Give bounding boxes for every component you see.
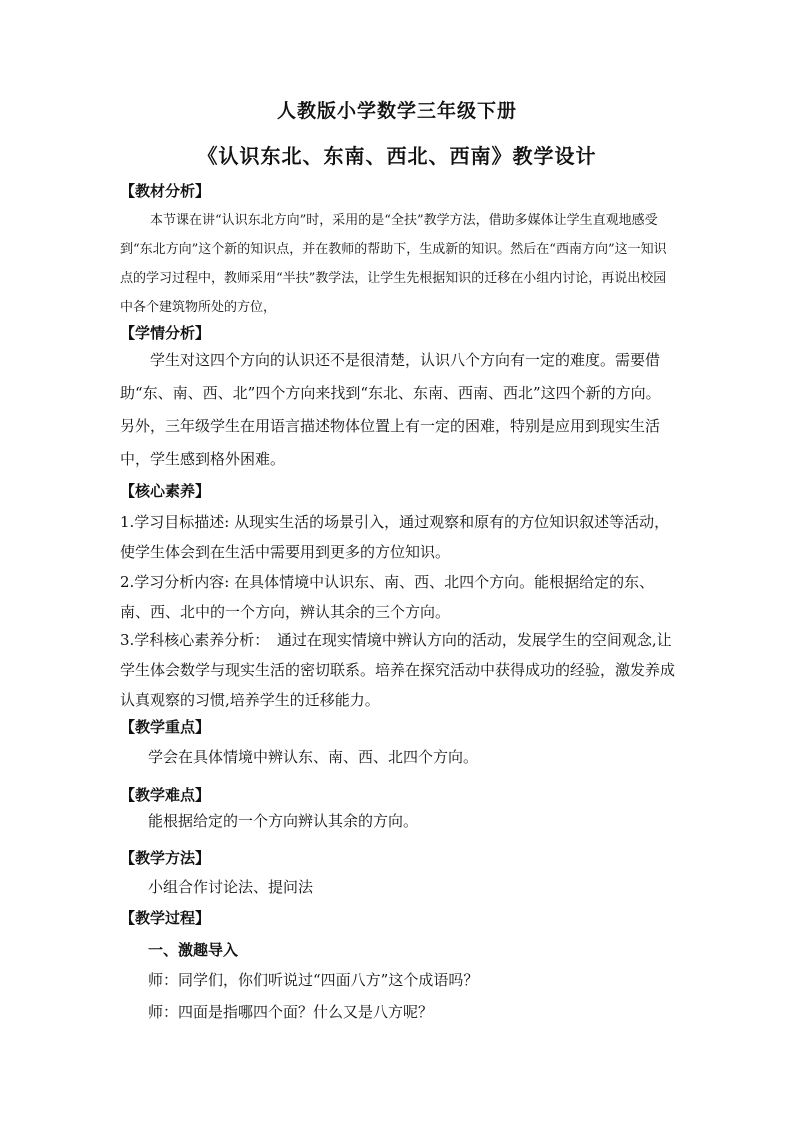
heading-teaching-methods: 【教学方法】: [120, 849, 211, 867]
subheading-introduction: 一、激趣导入: [148, 941, 239, 959]
literacy-item-1: 1.学习目标描述: 从现实生活的场景引入，通过观察和原有的方位知识叙述等活动，使学生体会到在生活中需要用到更多的方位知识。: [120, 513, 670, 561]
text-difficulties: 能根据给定的一个方向辨认其余的方向。: [148, 812, 419, 830]
heading-student-analysis: 【学情分析】: [120, 324, 211, 342]
text-key-points: 学会在具体情境中辨认东、南、西、北四个方向。: [148, 748, 479, 766]
heading-material-analysis: 【教材分析】: [120, 182, 211, 200]
paragraph-material-analysis: 本节课在讲“认识东北方向”时，采用的是“全扶”教学方法，借助多媒体让学生直观地感受到“东北方向”这个新的知识点，并在教师的帮助下，生成新的知识。然后在“西南方向”这一知识点的学习过程中，教师采用“半扶”教学法，让学生先根据知识的迁移在小组内讨论，再说出校园中各个建筑物所处的方位，: [120, 213, 667, 315]
heading-teaching-process: 【教学过程】: [120, 909, 211, 927]
heading-difficulties: 【教学难点】: [120, 786, 211, 804]
process-line-1: 师：同学们，你们听说过“四面八方”这个成语吗？: [148, 971, 479, 989]
document-title: 人教版小学数学三年级下册: [276, 100, 517, 122]
process-line-2: 师：四面是指哪四个面？什么又是八方呢？: [148, 1003, 434, 1021]
literacy-item-2: 2.学习分析内容: 在具体情境中认识东、南、西、北四个方向。能根据给定的东、南、西、北中的一个方向，辨认其余的三个方向。: [120, 573, 655, 621]
text-teaching-methods: 小组合作讨论法、提问法: [148, 878, 314, 896]
document-subtitle: 《认识东北、东南、西北、西南》教学设计: [197, 144, 597, 168]
heading-core-literacy: 【核心素养】: [120, 482, 211, 500]
heading-key-points: 【教学重点】: [120, 718, 211, 736]
literacy-item-3: 3.学科核心素养分析： 通过在现实情境中辨认方向的活动，发展学生的空间观念,让学生体会数学与现实生活的密切联系。培养在探究活动中获得成功的经验，激发养成认真观察的习惯,培养学生的迁移能力。: [120, 631, 676, 709]
paragraph-student-analysis: 学生对这四个方向的认识还不是很清楚，认识八个方向有一定的难度。需要借助“东、南、西、北”四个方向来找到“东北、东南、西南、西北”这四个新的方向。另外，三年级学生在用语言描述物体位置上有一定的困难，特别是应用到现实生活中，学生感到格外困难。: [120, 351, 661, 468]
